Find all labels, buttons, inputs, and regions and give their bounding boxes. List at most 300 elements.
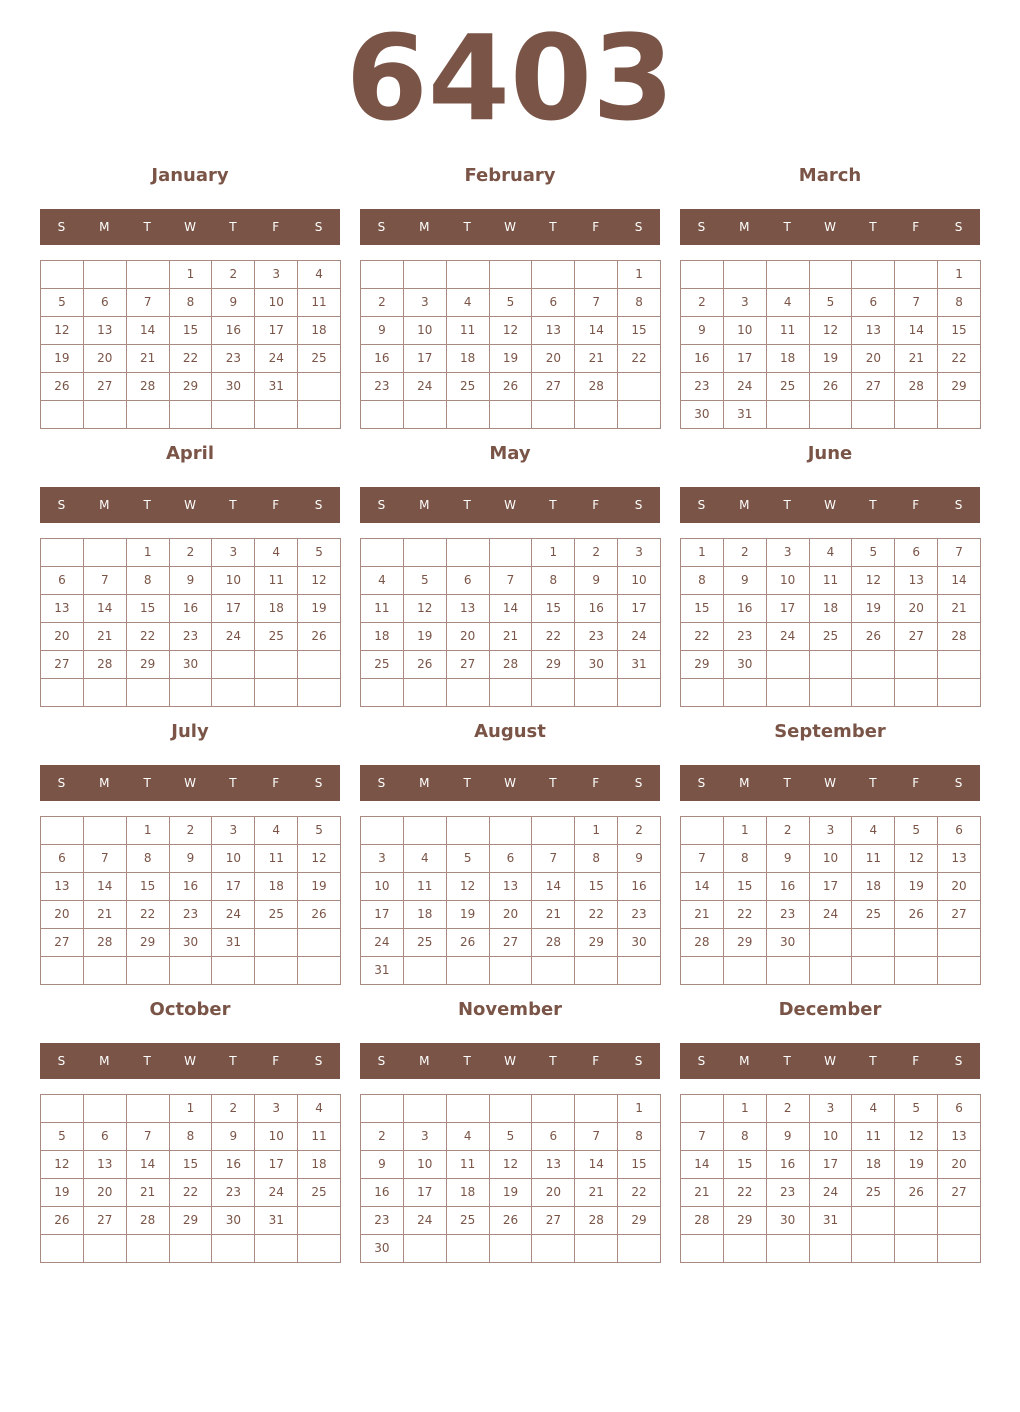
day-cell: 8 bbox=[618, 1123, 661, 1151]
day-cell: 27 bbox=[532, 1207, 575, 1235]
weekday-label: T bbox=[869, 498, 877, 512]
empty-day-cell bbox=[404, 539, 447, 567]
day-cell: 17 bbox=[767, 595, 810, 623]
day-cell: 25 bbox=[298, 1179, 341, 1207]
weekday-label: S bbox=[314, 776, 323, 790]
day-cell: 22 bbox=[618, 1179, 661, 1207]
empty-day-cell bbox=[361, 261, 404, 289]
day-cell: 24 bbox=[212, 901, 255, 929]
weekday-label: T bbox=[463, 220, 471, 234]
day-cell: 9 bbox=[618, 845, 661, 873]
empty-day-cell bbox=[84, 539, 127, 567]
day-cell: 19 bbox=[895, 1151, 938, 1179]
day-cell: 22 bbox=[724, 1179, 767, 1207]
weekday-header bbox=[40, 1043, 340, 1079]
day-cell: 5 bbox=[298, 817, 341, 845]
day-cell: 12 bbox=[298, 845, 341, 873]
empty-day-cell bbox=[255, 957, 298, 985]
day-cell: 26 bbox=[490, 373, 533, 401]
weekday-label: W bbox=[504, 220, 516, 234]
day-cell: 8 bbox=[170, 1123, 213, 1151]
weekday-label: F bbox=[912, 776, 920, 790]
day-cell: 26 bbox=[41, 1207, 84, 1235]
day-cell: 27 bbox=[41, 929, 84, 957]
day-cell: 14 bbox=[575, 317, 618, 345]
day-cell: 24 bbox=[724, 373, 767, 401]
day-cell: 20 bbox=[41, 623, 84, 651]
day-cell: 30 bbox=[681, 401, 724, 429]
day-cell: 6 bbox=[447, 567, 490, 595]
day-cell: 9 bbox=[767, 845, 810, 873]
day-cell: 24 bbox=[404, 1207, 447, 1235]
weekday-label: S bbox=[377, 220, 386, 234]
day-cell: 15 bbox=[170, 317, 213, 345]
weekday-header bbox=[680, 1043, 980, 1079]
day-cell: 13 bbox=[938, 845, 981, 873]
day-cell: 3 bbox=[212, 539, 255, 567]
empty-day-cell bbox=[810, 929, 853, 957]
year-title: 6403 bbox=[345, 9, 675, 147]
day-cell: 10 bbox=[255, 289, 298, 317]
empty-day-cell bbox=[852, 929, 895, 957]
day-cell: 20 bbox=[852, 345, 895, 373]
day-cell: 31 bbox=[212, 929, 255, 957]
day-cell: 26 bbox=[298, 623, 341, 651]
days-grid bbox=[680, 1094, 981, 1263]
day-cell: 26 bbox=[41, 373, 84, 401]
day-cell: 22 bbox=[681, 623, 724, 651]
day-cell: 21 bbox=[490, 623, 533, 651]
day-cell: 7 bbox=[490, 567, 533, 595]
weekday-label: W bbox=[504, 1054, 516, 1068]
day-cell: 26 bbox=[852, 623, 895, 651]
day-cell: 18 bbox=[852, 1151, 895, 1179]
day-cell: 20 bbox=[41, 901, 84, 929]
weekday-label: F bbox=[272, 498, 280, 512]
day-cell: 5 bbox=[41, 289, 84, 317]
day-cell: 12 bbox=[852, 567, 895, 595]
day-cell: 1 bbox=[618, 261, 661, 289]
day-cell: 25 bbox=[447, 1207, 490, 1235]
weekday-label: W bbox=[184, 1054, 196, 1068]
day-cell: 3 bbox=[361, 845, 404, 873]
day-cell: 14 bbox=[681, 1151, 724, 1179]
empty-day-cell bbox=[404, 817, 447, 845]
day-cell: 20 bbox=[84, 345, 127, 373]
day-cell: 4 bbox=[298, 261, 341, 289]
days-grid bbox=[360, 816, 661, 985]
weekday-label: S bbox=[634, 1054, 643, 1068]
day-cell: 9 bbox=[724, 567, 767, 595]
days-grid bbox=[40, 816, 341, 985]
empty-day-cell bbox=[255, 929, 298, 957]
day-cell: 9 bbox=[681, 317, 724, 345]
day-cell: 29 bbox=[938, 373, 981, 401]
day-cell: 6 bbox=[41, 567, 84, 595]
empty-day-cell bbox=[938, 929, 981, 957]
month-june bbox=[680, 440, 980, 710]
day-cell: 28 bbox=[681, 929, 724, 957]
day-cell: 11 bbox=[404, 873, 447, 901]
empty-day-cell bbox=[895, 261, 938, 289]
day-cell: 23 bbox=[212, 1179, 255, 1207]
empty-day-cell bbox=[810, 401, 853, 429]
day-cell: 23 bbox=[170, 623, 213, 651]
day-cell: 10 bbox=[255, 1123, 298, 1151]
day-cell: 6 bbox=[41, 845, 84, 873]
day-cell: 10 bbox=[404, 1151, 447, 1179]
day-cell: 17 bbox=[810, 873, 853, 901]
weekday-label: S bbox=[954, 776, 963, 790]
day-cell: 4 bbox=[852, 1095, 895, 1123]
weekday-label: S bbox=[954, 498, 963, 512]
day-cell: 8 bbox=[127, 845, 170, 873]
day-cell: 29 bbox=[575, 929, 618, 957]
day-cell: 23 bbox=[212, 345, 255, 373]
empty-day-cell bbox=[767, 1235, 810, 1263]
day-cell: 29 bbox=[532, 651, 575, 679]
weekday-header bbox=[360, 765, 660, 801]
empty-day-cell bbox=[532, 679, 575, 707]
day-cell: 18 bbox=[810, 595, 853, 623]
empty-day-cell bbox=[490, 957, 533, 985]
day-cell: 20 bbox=[895, 595, 938, 623]
weekday-label: T bbox=[229, 776, 237, 790]
weekday-header bbox=[360, 487, 660, 523]
empty-day-cell bbox=[490, 679, 533, 707]
empty-day-cell bbox=[490, 261, 533, 289]
empty-day-cell bbox=[298, 1235, 341, 1263]
day-cell: 12 bbox=[404, 595, 447, 623]
empty-day-cell bbox=[298, 373, 341, 401]
month-march bbox=[680, 162, 980, 432]
day-cell: 24 bbox=[618, 623, 661, 651]
empty-day-cell bbox=[361, 817, 404, 845]
day-cell: 7 bbox=[575, 1123, 618, 1151]
empty-day-cell bbox=[361, 1095, 404, 1123]
day-cell: 6 bbox=[532, 1123, 575, 1151]
month-name: September bbox=[774, 721, 886, 742]
month-name: January bbox=[151, 165, 229, 186]
empty-day-cell bbox=[767, 651, 810, 679]
day-cell: 11 bbox=[447, 1151, 490, 1179]
weekday-label: S bbox=[697, 1054, 706, 1068]
day-cell: 25 bbox=[767, 373, 810, 401]
day-cell: 22 bbox=[170, 1179, 213, 1207]
day-cell: 21 bbox=[84, 623, 127, 651]
day-cell: 11 bbox=[852, 1123, 895, 1151]
day-cell: 28 bbox=[490, 651, 533, 679]
day-cell: 18 bbox=[255, 873, 298, 901]
day-cell: 13 bbox=[84, 1151, 127, 1179]
weekday-label: S bbox=[377, 776, 386, 790]
empty-day-cell bbox=[852, 1235, 895, 1263]
empty-day-cell bbox=[84, 261, 127, 289]
empty-day-cell bbox=[361, 539, 404, 567]
day-cell: 21 bbox=[127, 345, 170, 373]
weekday-label: W bbox=[824, 1054, 836, 1068]
empty-day-cell bbox=[532, 1095, 575, 1123]
day-cell: 2 bbox=[170, 817, 213, 845]
day-cell: 24 bbox=[255, 345, 298, 373]
empty-day-cell bbox=[490, 401, 533, 429]
month-january bbox=[40, 162, 340, 432]
weekday-label: S bbox=[697, 776, 706, 790]
empty-day-cell bbox=[127, 957, 170, 985]
weekday-header bbox=[680, 487, 980, 523]
empty-day-cell bbox=[681, 957, 724, 985]
day-cell: 24 bbox=[404, 373, 447, 401]
empty-day-cell bbox=[212, 957, 255, 985]
empty-day-cell bbox=[681, 1095, 724, 1123]
day-cell: 19 bbox=[298, 873, 341, 901]
weekday-label: F bbox=[272, 220, 280, 234]
weekday-label: T bbox=[783, 220, 791, 234]
weekday-label: T bbox=[229, 1054, 237, 1068]
day-cell: 30 bbox=[170, 651, 213, 679]
empty-day-cell bbox=[575, 401, 618, 429]
day-cell: 25 bbox=[852, 1179, 895, 1207]
day-cell: 13 bbox=[41, 873, 84, 901]
empty-day-cell bbox=[298, 651, 341, 679]
day-cell: 15 bbox=[575, 873, 618, 901]
day-cell: 19 bbox=[852, 595, 895, 623]
day-cell: 11 bbox=[810, 567, 853, 595]
empty-day-cell bbox=[490, 1235, 533, 1263]
day-cell: 7 bbox=[127, 289, 170, 317]
weekday-label: T bbox=[143, 220, 151, 234]
weekday-label: F bbox=[592, 1054, 600, 1068]
day-cell: 12 bbox=[810, 317, 853, 345]
month-name: March bbox=[798, 165, 862, 186]
empty-day-cell bbox=[127, 679, 170, 707]
day-cell: 17 bbox=[212, 873, 255, 901]
day-cell: 19 bbox=[41, 1179, 84, 1207]
day-cell: 13 bbox=[84, 317, 127, 345]
empty-day-cell bbox=[404, 1235, 447, 1263]
month-name: August bbox=[474, 721, 546, 742]
month-may bbox=[360, 440, 660, 710]
empty-day-cell bbox=[41, 401, 84, 429]
day-cell: 29 bbox=[724, 929, 767, 957]
weekday-label: S bbox=[634, 498, 643, 512]
empty-day-cell bbox=[361, 401, 404, 429]
day-cell: 8 bbox=[532, 567, 575, 595]
day-cell: 27 bbox=[447, 651, 490, 679]
day-cell: 25 bbox=[852, 901, 895, 929]
day-cell: 4 bbox=[404, 845, 447, 873]
weekday-label: T bbox=[463, 1054, 471, 1068]
day-cell: 10 bbox=[618, 567, 661, 595]
empty-day-cell bbox=[84, 817, 127, 845]
day-cell: 6 bbox=[852, 289, 895, 317]
day-cell: 20 bbox=[938, 1151, 981, 1179]
empty-day-cell bbox=[447, 679, 490, 707]
day-cell: 30 bbox=[212, 373, 255, 401]
days-grid bbox=[40, 538, 341, 707]
day-cell: 4 bbox=[255, 817, 298, 845]
day-cell: 27 bbox=[852, 373, 895, 401]
empty-day-cell bbox=[895, 1235, 938, 1263]
day-cell: 8 bbox=[575, 845, 618, 873]
day-cell: 8 bbox=[127, 567, 170, 595]
day-cell: 14 bbox=[84, 873, 127, 901]
day-cell: 27 bbox=[84, 1207, 127, 1235]
day-cell: 2 bbox=[361, 1123, 404, 1151]
day-cell: 9 bbox=[575, 567, 618, 595]
day-cell: 28 bbox=[532, 929, 575, 957]
day-cell: 22 bbox=[170, 345, 213, 373]
day-cell: 25 bbox=[255, 623, 298, 651]
weekday-label: T bbox=[783, 1054, 791, 1068]
empty-day-cell bbox=[895, 929, 938, 957]
day-cell: 21 bbox=[895, 345, 938, 373]
day-cell: 15 bbox=[724, 873, 767, 901]
weekday-header bbox=[360, 1043, 660, 1079]
day-cell: 8 bbox=[724, 845, 767, 873]
day-cell: 21 bbox=[681, 901, 724, 929]
month-name: December bbox=[778, 999, 882, 1020]
day-cell: 18 bbox=[447, 345, 490, 373]
day-cell: 14 bbox=[895, 317, 938, 345]
weekday-label: S bbox=[954, 1054, 963, 1068]
day-cell: 16 bbox=[361, 345, 404, 373]
day-cell: 15 bbox=[532, 595, 575, 623]
weekday-label: T bbox=[143, 1054, 151, 1068]
month-september bbox=[680, 718, 980, 988]
day-cell: 23 bbox=[361, 373, 404, 401]
empty-day-cell bbox=[618, 401, 661, 429]
weekday-label: F bbox=[912, 1054, 920, 1068]
day-cell: 23 bbox=[681, 373, 724, 401]
empty-day-cell bbox=[852, 401, 895, 429]
day-cell: 19 bbox=[41, 345, 84, 373]
day-cell: 21 bbox=[532, 901, 575, 929]
empty-day-cell bbox=[127, 1235, 170, 1263]
day-cell: 16 bbox=[724, 595, 767, 623]
day-cell: 29 bbox=[681, 651, 724, 679]
day-cell: 5 bbox=[447, 845, 490, 873]
day-cell: 3 bbox=[724, 289, 767, 317]
day-cell: 11 bbox=[255, 845, 298, 873]
day-cell: 22 bbox=[127, 623, 170, 651]
day-cell: 4 bbox=[447, 1123, 490, 1151]
day-cell: 20 bbox=[84, 1179, 127, 1207]
day-cell: 20 bbox=[532, 345, 575, 373]
day-cell: 14 bbox=[490, 595, 533, 623]
day-cell: 11 bbox=[298, 289, 341, 317]
empty-day-cell bbox=[84, 1235, 127, 1263]
weekday-label: W bbox=[824, 498, 836, 512]
day-cell: 28 bbox=[575, 1207, 618, 1235]
empty-day-cell bbox=[298, 957, 341, 985]
day-cell: 15 bbox=[127, 873, 170, 901]
days-grid bbox=[360, 1094, 661, 1263]
day-cell: 18 bbox=[852, 873, 895, 901]
day-cell: 21 bbox=[575, 345, 618, 373]
weekday-label: W bbox=[824, 776, 836, 790]
weekday-header bbox=[40, 209, 340, 245]
empty-day-cell bbox=[170, 957, 213, 985]
day-cell: 3 bbox=[255, 1095, 298, 1123]
day-cell: 24 bbox=[767, 623, 810, 651]
day-cell: 16 bbox=[575, 595, 618, 623]
weekday-label: W bbox=[184, 776, 196, 790]
day-cell: 29 bbox=[127, 651, 170, 679]
weekday-label: T bbox=[869, 776, 877, 790]
empty-day-cell bbox=[618, 1235, 661, 1263]
day-cell: 7 bbox=[84, 845, 127, 873]
empty-day-cell bbox=[298, 679, 341, 707]
day-cell: 7 bbox=[681, 1123, 724, 1151]
day-cell: 2 bbox=[212, 261, 255, 289]
day-cell: 13 bbox=[490, 873, 533, 901]
empty-day-cell bbox=[84, 957, 127, 985]
day-cell: 6 bbox=[938, 817, 981, 845]
day-cell: 22 bbox=[618, 345, 661, 373]
weekday-label: T bbox=[549, 498, 557, 512]
day-cell: 27 bbox=[895, 623, 938, 651]
weekday-label: W bbox=[824, 220, 836, 234]
day-cell: 5 bbox=[41, 1123, 84, 1151]
empty-day-cell bbox=[298, 1207, 341, 1235]
weekday-label: M bbox=[739, 220, 750, 234]
days-grid bbox=[360, 260, 661, 429]
weekday-label: S bbox=[377, 498, 386, 512]
day-cell: 23 bbox=[170, 901, 213, 929]
day-cell: 2 bbox=[361, 289, 404, 317]
day-cell: 7 bbox=[84, 567, 127, 595]
day-cell: 27 bbox=[938, 901, 981, 929]
weekday-label: T bbox=[549, 776, 557, 790]
day-cell: 28 bbox=[127, 1207, 170, 1235]
weekday-label: T bbox=[463, 498, 471, 512]
weekday-label: S bbox=[634, 776, 643, 790]
day-cell: 3 bbox=[255, 261, 298, 289]
month-february bbox=[360, 162, 660, 432]
month-name: June bbox=[807, 443, 853, 464]
empty-day-cell bbox=[41, 1095, 84, 1123]
days-grid bbox=[40, 1094, 341, 1263]
weekday-label: T bbox=[869, 220, 877, 234]
empty-day-cell bbox=[938, 1235, 981, 1263]
weekday-label: F bbox=[272, 1054, 280, 1068]
weekday-label: M bbox=[739, 776, 750, 790]
day-cell: 2 bbox=[170, 539, 213, 567]
empty-day-cell bbox=[938, 679, 981, 707]
day-cell: 1 bbox=[938, 261, 981, 289]
day-cell: 8 bbox=[724, 1123, 767, 1151]
empty-day-cell bbox=[767, 679, 810, 707]
day-cell: 8 bbox=[618, 289, 661, 317]
day-cell: 13 bbox=[532, 1151, 575, 1179]
day-cell: 26 bbox=[895, 901, 938, 929]
day-cell: 15 bbox=[681, 595, 724, 623]
day-cell: 26 bbox=[810, 373, 853, 401]
day-cell: 31 bbox=[255, 1207, 298, 1235]
day-cell: 12 bbox=[490, 1151, 533, 1179]
day-cell: 24 bbox=[810, 901, 853, 929]
day-cell: 12 bbox=[895, 1123, 938, 1151]
empty-day-cell bbox=[575, 1235, 618, 1263]
empty-day-cell bbox=[852, 679, 895, 707]
day-cell: 7 bbox=[127, 1123, 170, 1151]
empty-day-cell bbox=[447, 957, 490, 985]
weekday-label: M bbox=[419, 220, 430, 234]
day-cell: 29 bbox=[170, 1207, 213, 1235]
day-cell: 1 bbox=[575, 817, 618, 845]
day-cell: 5 bbox=[852, 539, 895, 567]
